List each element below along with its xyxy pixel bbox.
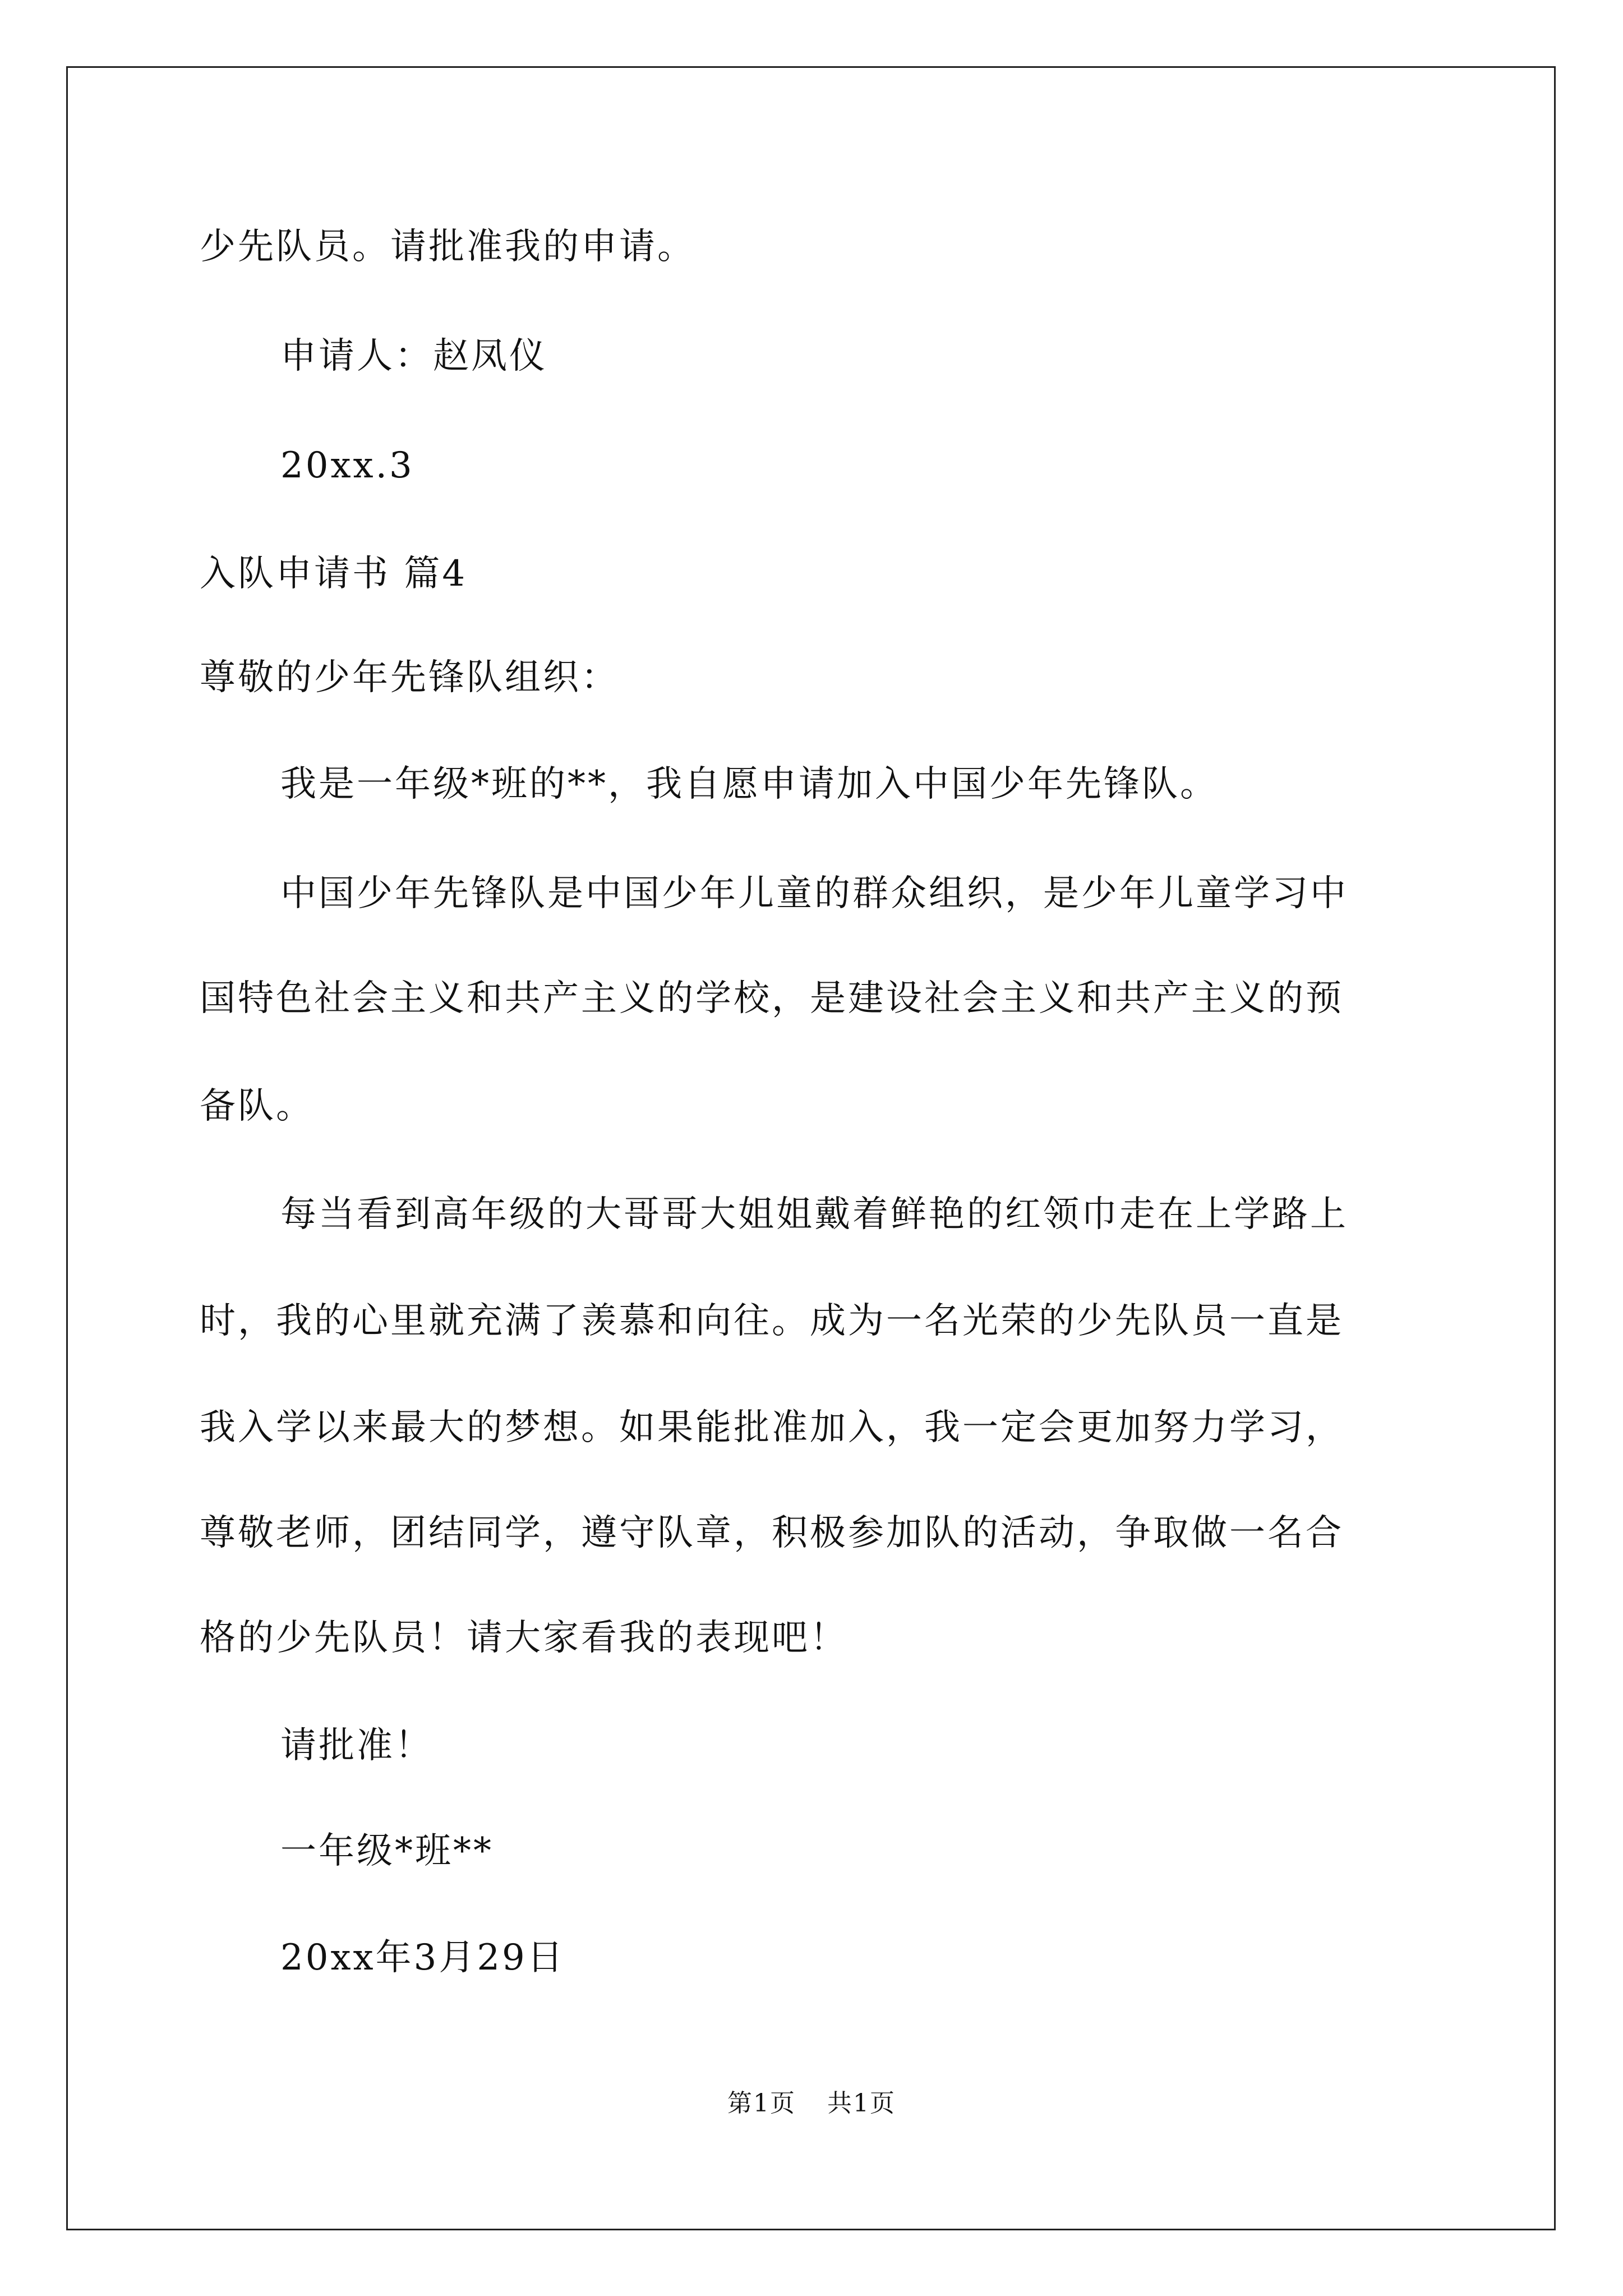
text-line: 20xx.3 [280,445,414,486]
page-border [66,66,1556,2230]
page-number: 第1页 [727,2089,796,2118]
text-line: 备队。 [200,1085,314,1127]
text-line: 我入学以来最大的梦想。如果能批准加入，我一定会更加努力学习， [200,1407,1344,1448]
text-line: 中国少年先锋队是中国少年儿童的群众组织，是少年儿童学习中 [280,873,1348,914]
section-heading: 入队申请书 篇4 [200,553,468,595]
text-line: 国特色社会主义和共产主义的学校，是建设社会主义和共产主义的预 [200,978,1344,1019]
text-line: 时，我的心里就充满了羡慕和向往。成为一名光荣的少先队员一直是 [200,1300,1344,1342]
signature-line: 一年级*班** [280,1830,494,1872]
date-line: 20xx年3月29日 [280,1937,565,1978]
page-total: 共1页 [827,2089,896,2118]
page-footer [0,2087,1623,2120]
salutation: 尊敬的少年先锋队组织： [200,657,619,698]
text-line: 请批准！ [280,1725,433,1766]
text-line: 我是一年级*班的**，我自愿申请加入中国少年先锋队。 [280,763,1218,805]
text-line: 少先队员。请批准我的申请。 [200,226,695,268]
text-line: 格的少先队员！请大家看我的表现吧！ [200,1617,848,1659]
text-line: 申请人：赵凤仪 [280,335,547,377]
text-line: 每当看到高年级的大哥哥大姐姐戴着鲜艳的红领巾走在上学路上 [280,1194,1348,1235]
text-line: 尊敬老师，团结同学，遵守队章，积极参加队的活动，争取做一名合 [200,1512,1344,1554]
